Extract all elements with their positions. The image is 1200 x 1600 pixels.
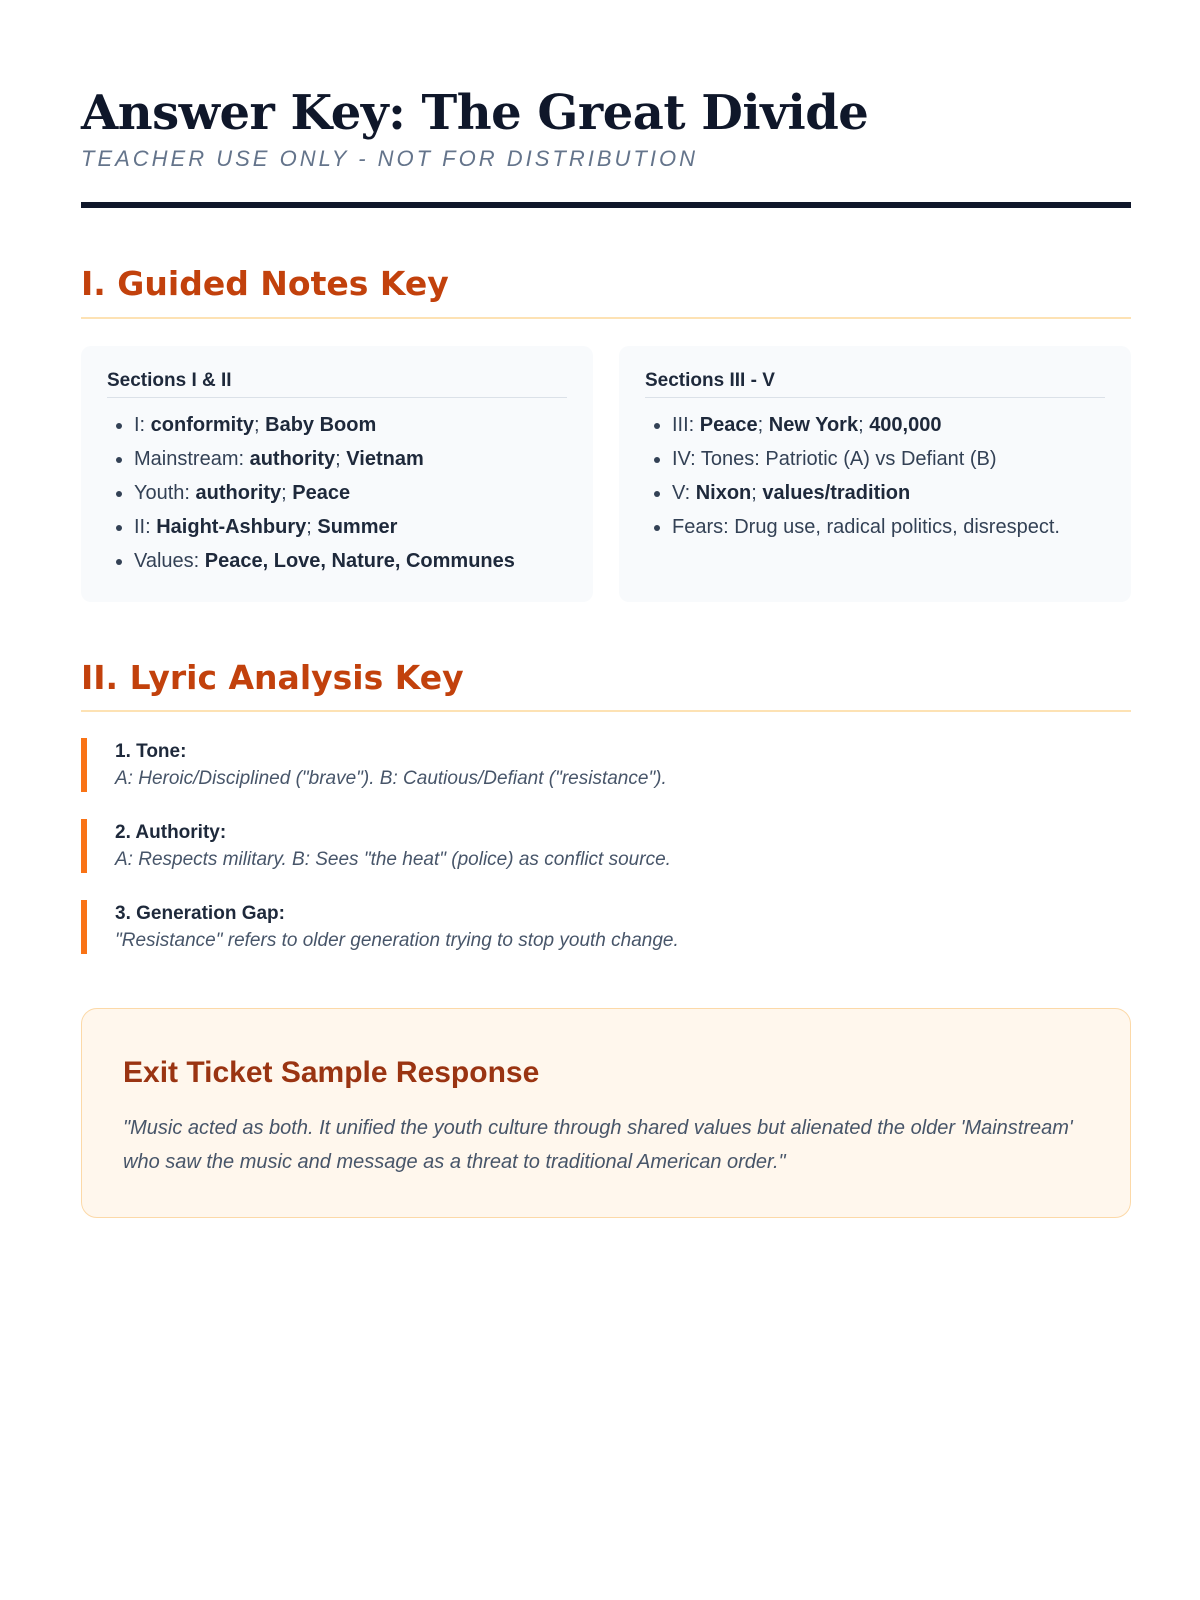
item-text: Fears: Drug use, radical politics, disrespect. xyxy=(672,516,1060,538)
list-item xyxy=(672,510,1105,544)
item-text: Youth: xyxy=(134,482,196,504)
exit-ticket-title: Exit Ticket Sample Response xyxy=(123,1056,540,1089)
item-text: II: xyxy=(134,516,157,538)
answer-term: Peace xyxy=(292,482,351,504)
lyric-item-authority xyxy=(81,819,1081,873)
list-item xyxy=(672,476,1105,510)
page-header xyxy=(81,82,1131,174)
lyric-question: 3. Generation Gap: xyxy=(115,903,285,924)
list-item xyxy=(672,408,1105,442)
item-text: ; xyxy=(306,516,318,538)
page-title: Answer Key: The Great Divide xyxy=(81,85,869,141)
answer-term: New York xyxy=(768,414,859,436)
answer-term: Vietnam xyxy=(346,448,424,470)
item-text: ; xyxy=(757,414,769,436)
lyric-answer: A: Heroic/Disciplined ("brave"). B: Cautious/Defiant ("resistance"). xyxy=(115,768,667,789)
answer-term: authority xyxy=(195,482,282,504)
item-text: ; xyxy=(335,448,347,470)
notes-card-sections-1-2 xyxy=(81,346,593,602)
list-item xyxy=(134,544,567,578)
page-subtitle: TEACHER USE ONLY - NOT FOR DISTRIBUTION xyxy=(81,146,698,171)
answer-term: Baby Boom xyxy=(265,414,377,436)
notes-card-sections-3-5 xyxy=(619,346,1131,602)
card-title: Sections III - V xyxy=(645,370,1105,398)
lyric-analysis-heading: II. Lyric Analysis Key xyxy=(81,658,464,697)
item-text: ; xyxy=(254,414,266,436)
list-item xyxy=(134,442,567,476)
lyric-answer: A: Respects military. B: Sees "the heat" (police) as conflict source. xyxy=(115,849,671,870)
item-text: III: xyxy=(672,414,700,436)
header-divider xyxy=(81,202,1131,208)
answer-term: Peace xyxy=(699,414,758,436)
lyric-question: 1. Tone: xyxy=(115,741,187,762)
answer-term: Peace, Love, Nature, Communes xyxy=(204,550,515,572)
answer-term: conformity xyxy=(150,414,255,436)
lyric-item-tone xyxy=(81,738,1081,792)
lyric-item-generation-gap xyxy=(81,900,1081,954)
list-item xyxy=(134,510,567,544)
notes-list xyxy=(107,408,567,578)
item-text: V: xyxy=(672,482,696,504)
list-item xyxy=(134,408,567,442)
list-item xyxy=(134,476,567,510)
exit-ticket-response: "Music acted as both. It unified the youth culture through shared values but alienated the older 'Mainstream' who saw the music and message as a threat to traditional American order." xyxy=(123,1117,1073,1173)
lyric-analysis-divider xyxy=(81,710,1131,712)
guided-notes-divider xyxy=(81,317,1131,319)
exit-ticket-box xyxy=(81,1008,1131,1218)
lyric-answer: "Resistance" refers to older generation trying to stop youth change. xyxy=(115,930,679,951)
lyric-question: 2. Authority: xyxy=(115,822,227,843)
list-item xyxy=(672,442,1105,476)
item-text: I: xyxy=(134,414,151,436)
item-text: ; xyxy=(751,482,763,504)
answer-term: authority xyxy=(249,448,336,470)
guided-notes-heading: I. Guided Notes Key xyxy=(81,264,449,303)
notes-list xyxy=(645,408,1105,544)
answer-term: Nixon xyxy=(695,482,752,504)
card-title: Sections I & II xyxy=(107,370,567,398)
item-text: Values: xyxy=(134,550,205,572)
item-text: ; xyxy=(858,414,870,436)
answer-term: 400,000 xyxy=(869,414,942,436)
item-text: Mainstream: xyxy=(134,448,250,470)
item-text: ; xyxy=(281,482,293,504)
answer-term: Summer xyxy=(317,516,398,538)
item-text: IV: Tones: Patriotic (A) vs Defiant (B) xyxy=(672,448,997,470)
answer-term: Haight-Ashbury xyxy=(156,516,307,538)
answer-term: values/tradition xyxy=(762,482,911,504)
